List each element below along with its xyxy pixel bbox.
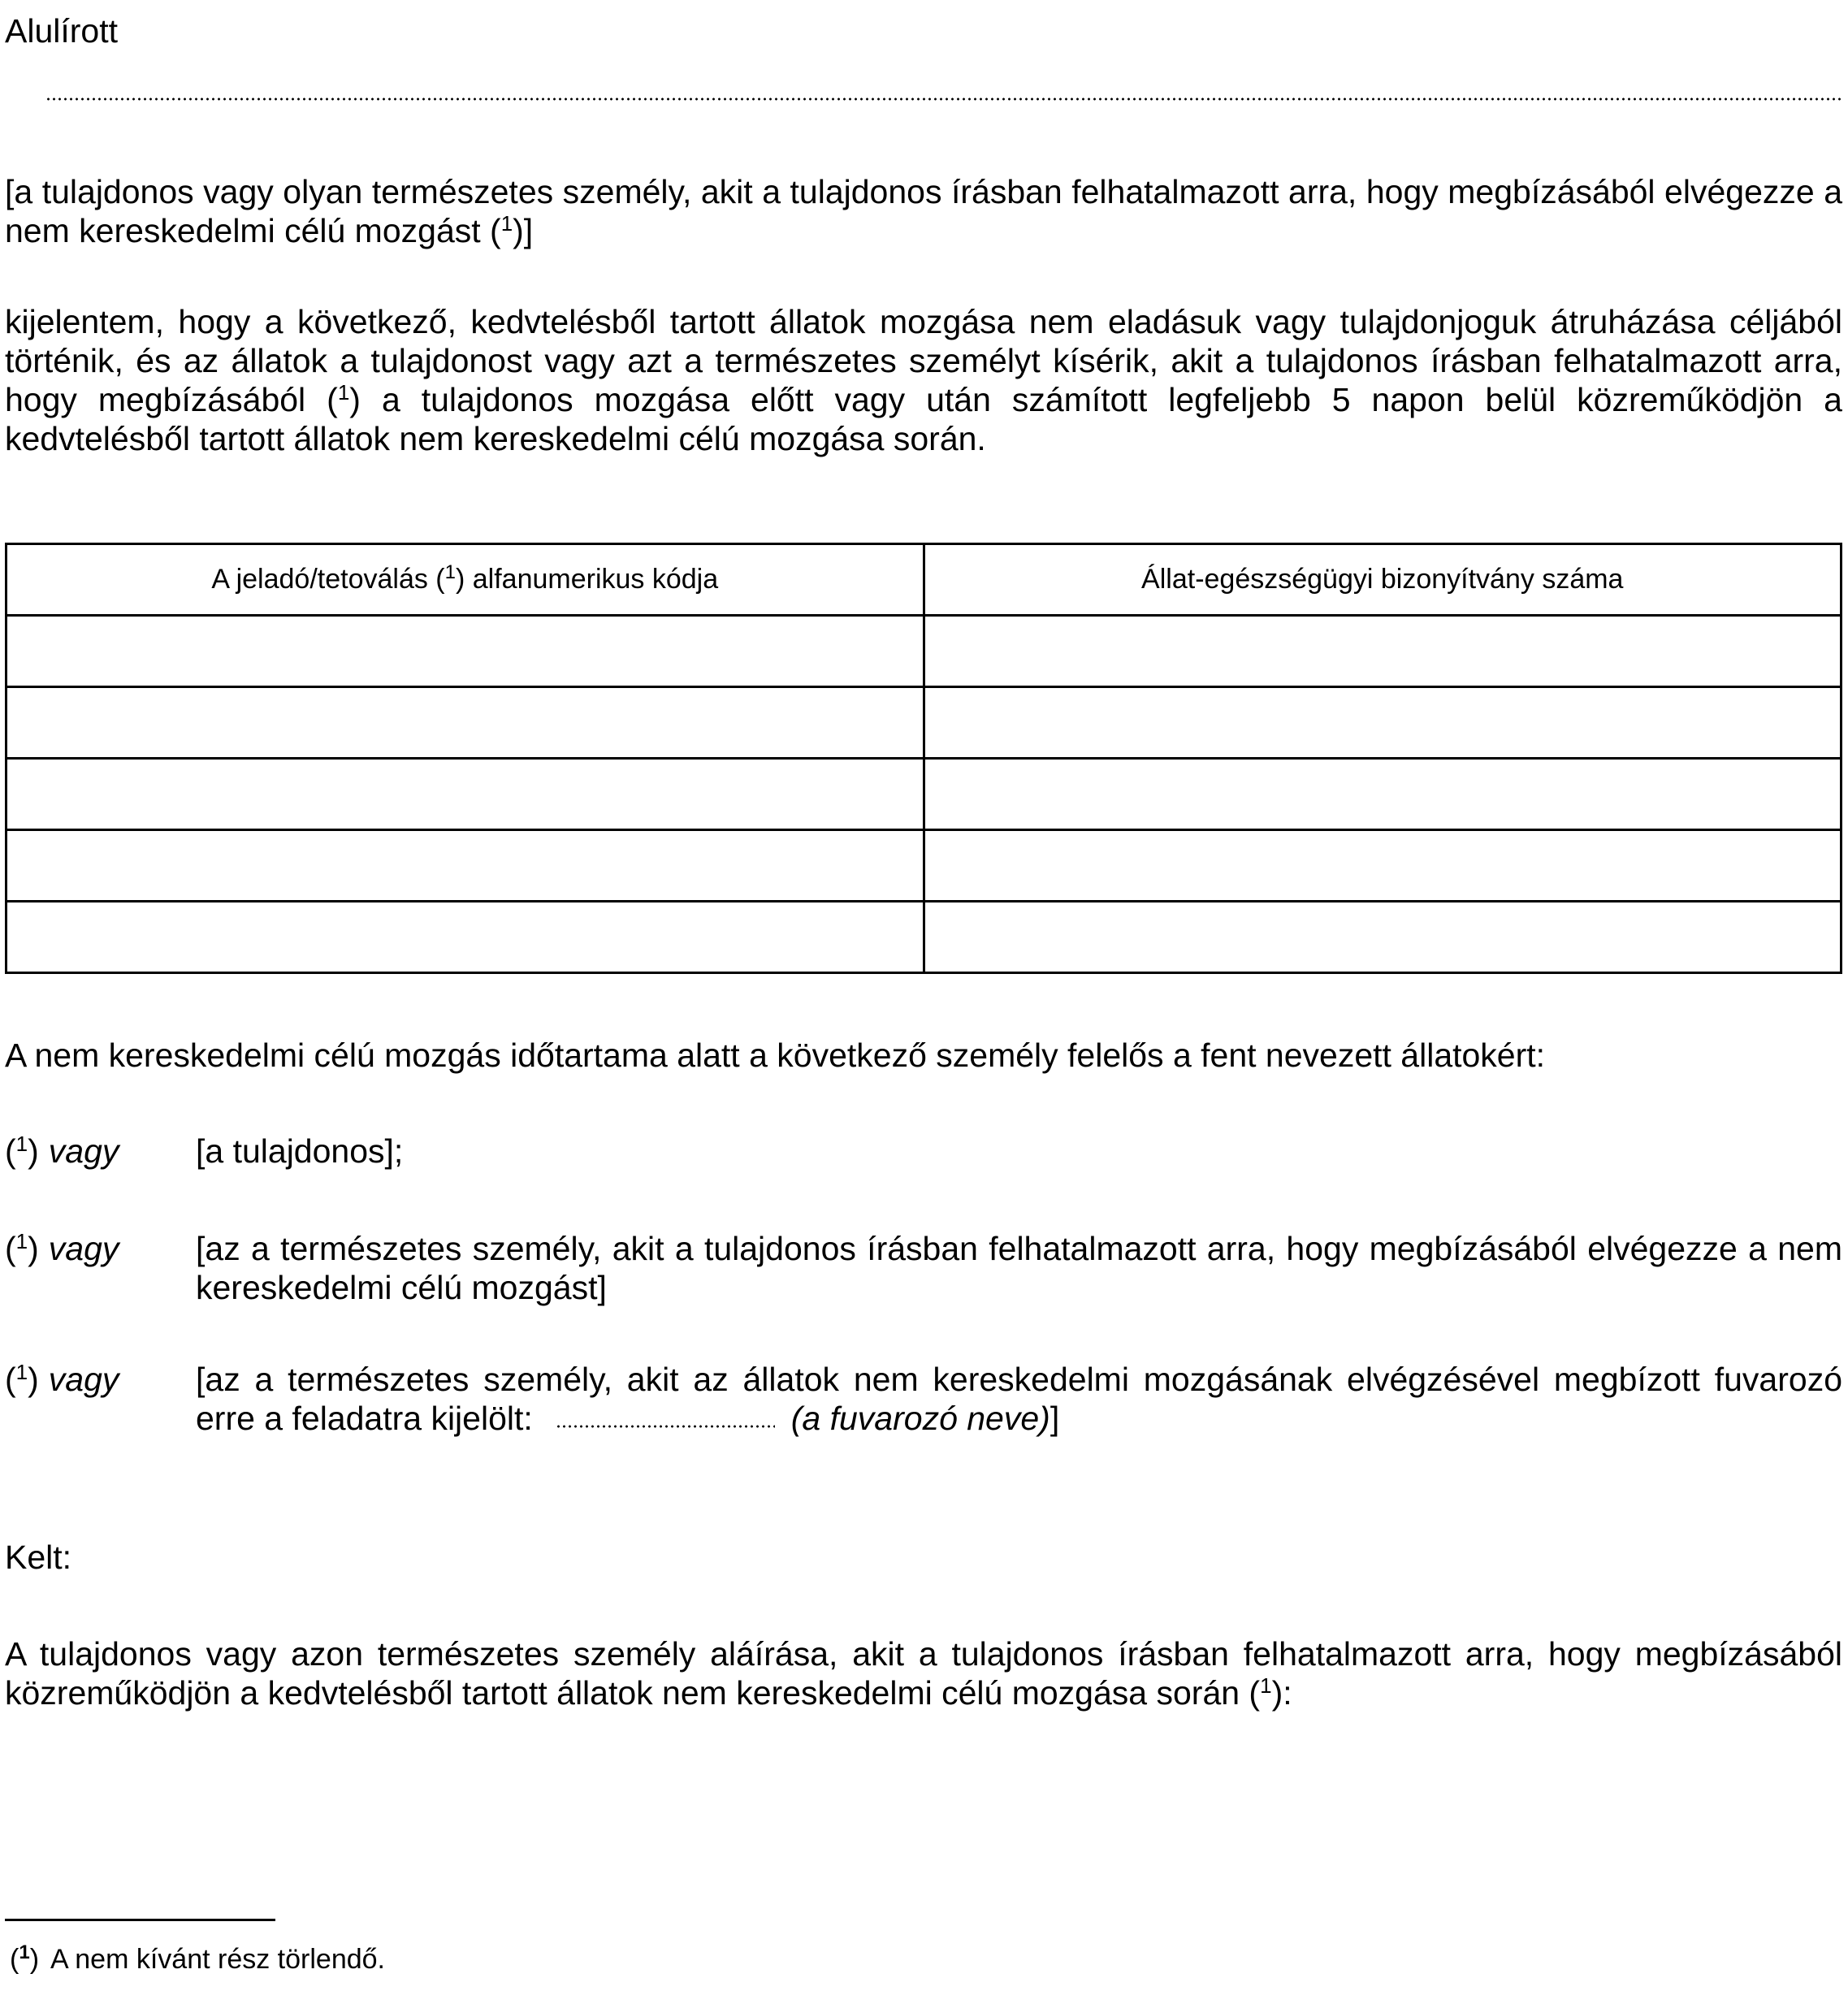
footnote-ref: 1: [15, 1132, 28, 1156]
owner-role-paragraph: [5, 172, 1842, 250]
footnote-separator: [5, 1919, 275, 1921]
option-text: [a tulajdonos];: [196, 1132, 404, 1170]
owner-role-text: [a tulajdonos vagy olyan természetes személy, akit a tulajdonos írásban felhatalmazott arra, hogy megbízásából elvégezze a nem kereskedelmi célú mozgást (: [5, 173, 1842, 249]
intro-label: Alulírott: [5, 12, 118, 50]
or-word: vagy: [48, 1361, 119, 1398]
option-text: [az a természetes személy, akit a tulajdonos írásban felhatalmazott arra, hogy megbízásából elvégezze a nem kereskedelmi célú mozgást]: [196, 1230, 1842, 1306]
transponder-code-cell[interactable]: [6, 616, 924, 687]
certificate-number-cell[interactable]: [924, 902, 1842, 973]
footnote-text: A nem kívánt rész törlendő.: [50, 1944, 385, 1975]
date-label: Kelt:: [5, 1539, 72, 1576]
carrier-name-label: (a fuvarozó neve): [790, 1400, 1050, 1437]
footnote-ref: 1: [15, 1229, 28, 1253]
option-marker: ($^1$) vagy: [5, 1229, 119, 1267]
signature-text: A tulajdonos vagy azon természetes személy aláírása, akit a tulajdonos írásban felhatalmazott arra, hogy megbízásából közreműködjön a kedvtelésből tartott állatok nem kereskedelmi célú mozgása során (: [5, 1635, 1842, 1712]
footnote-ref: 1: [337, 380, 350, 405]
header-transponder-code: A jeladó/tetoválás ($^1$) alfanumerikus kódja: [6, 544, 924, 616]
certificate-number-cell[interactable]: [924, 616, 1842, 687]
footnote-ref: 1: [444, 561, 456, 583]
table-row: [6, 759, 1842, 830]
footnote-ref: 1: [1260, 1673, 1272, 1698]
option-marker: ($^1$) vagy: [5, 1132, 119, 1170]
or-word: vagy: [48, 1230, 119, 1267]
certificate-number-cell[interactable]: [924, 759, 1842, 830]
table-row: [6, 902, 1842, 973]
certificate-number-cell[interactable]: [924, 830, 1842, 902]
option-marker: ($^1$) vagy: [5, 1360, 119, 1398]
transponder-code-cell[interactable]: [6, 830, 924, 902]
carrier-name-fill-line[interactable]: [556, 1425, 775, 1428]
declaration-text: kijelentem, hogy a következő, kedvtelésből tartott állatok mozgása nem eladásuk vagy tulajdonjoguk átruházása céljából történik, és az állatok a tulajdonost vagy azt a természetes személyt kísérik, akit a tulajdonos írásban felhatalmazott arra, hogy megbízásából (: [5, 303, 1842, 418]
declaration-text-cont: ) a tulajdonos mozgása előtt vagy után számított legfeljebb 5 napon belül közreműködjön a kedvtelésből tartott állatok nem kereskedelmi célú mozgása során.: [5, 381, 1842, 457]
table-row: [6, 616, 1842, 687]
animal-id-table: [5, 543, 1842, 974]
owner-role-close: )]: [513, 212, 534, 249]
table-row: [6, 687, 1842, 759]
transponder-code-cell[interactable]: [6, 902, 924, 973]
option-carrier-text: [az a természetes személy, akit az állatok nem kereskedelmi mozgásának elvégzésével megbízott fuvarozó erre a feladatra kijelölt:: [196, 1361, 1842, 1437]
responsibility-statement: A nem kereskedelmi célú mozgás időtartama alatt a következő személy felelős a fent nevezett állatokért:: [5, 1037, 1546, 1074]
transponder-code-cell[interactable]: [6, 759, 924, 830]
signature-text-close: ):: [1271, 1674, 1292, 1712]
certificate-number-cell[interactable]: [924, 687, 1842, 759]
signature-statement: [5, 1634, 1842, 1712]
footnote-ref: 1: [15, 1360, 28, 1384]
footnote-ref: 1: [500, 211, 513, 236]
header-certificate-number: Állat-egészségügyi bizonyítvány száma: [924, 544, 1842, 616]
transponder-code-cell[interactable]: [6, 687, 924, 759]
table-row: [6, 830, 1842, 902]
declaration-paragraph: [5, 302, 1842, 458]
footnote: ($^1$) A nem kívánt rész törlendő.: [10, 1941, 385, 1975]
table-header-row: [6, 544, 1842, 616]
footnote-number: 1: [19, 1941, 30, 1963]
name-fill-line: [45, 97, 1842, 101]
or-word: vagy: [48, 1132, 119, 1170]
option-text: [az a természetes személy, akit az állatok nem kereskedelmi mozgásának elvégzésével megbízott fuvarozó erre a feladatra kijelölt: (a fuvarozó neve)]: [196, 1361, 1842, 1437]
